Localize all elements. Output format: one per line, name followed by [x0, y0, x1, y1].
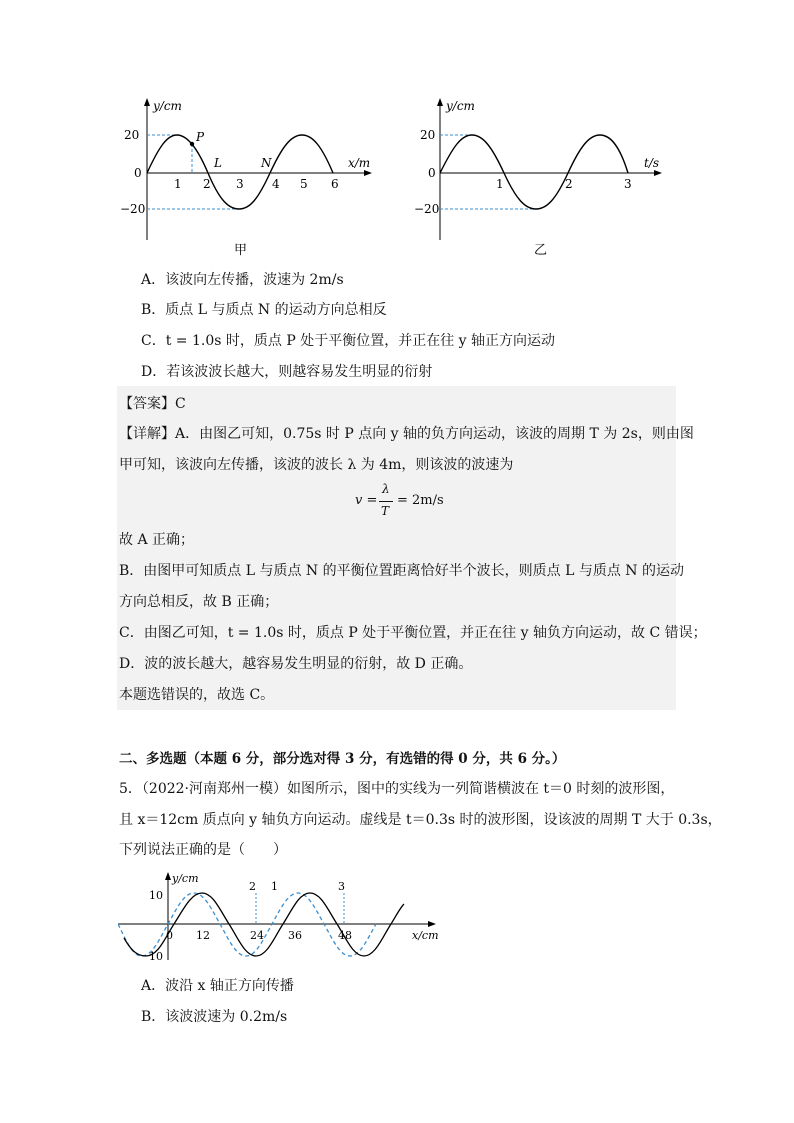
q5-peak-2: 2 — [249, 880, 256, 893]
yi-x-arrow — [654, 170, 662, 176]
detail-line-1: 【详解】A．由图乙可知，0.75s 时 P 点向 y 轴的负方向运动，该波的周期 T 为 2s，则由图 — [119, 426, 694, 442]
detail-line-2: 甲可知，该波向左传播，该波的波长 λ 为 4m，则该波的波速为 — [119, 457, 514, 473]
q5-option-b: B．该波波速为 0.2m/s — [141, 1009, 288, 1025]
q5-y-tick-top: 10 — [149, 889, 163, 902]
jia-point-p-dot — [190, 142, 194, 146]
q5-x-tick-36: 36 — [288, 929, 302, 942]
q5-y-label: y/cm — [172, 872, 199, 885]
q5-y-tick-bottom: 10 — [149, 950, 163, 963]
formula-lhs: v = — [355, 493, 378, 508]
formula-denominator: T — [381, 504, 390, 518]
yi-x-label: t/s — [644, 156, 660, 170]
jia-wave-curve — [147, 135, 333, 209]
jia-x-tick-6: 6 — [331, 177, 339, 191]
q5-x-tick-12: 12 — [196, 929, 210, 942]
jia-y-tick-0: 0 — [134, 166, 142, 180]
figure-yi — [412, 92, 672, 262]
q5-x-arrow — [428, 921, 436, 927]
q4-option-d: D．若该波波长越大，则越容易发生明显的衍射 — [141, 364, 433, 380]
jia-x-tick-5: 5 — [300, 177, 308, 191]
jia-y-label: y/cm — [153, 99, 182, 113]
q5-x-tick-48: 48 — [338, 929, 352, 942]
q5-peak-3: 3 — [338, 880, 345, 893]
b-line-2: 方向总相反，故 B 正确； — [119, 594, 279, 610]
q5-line-3: 下列说法正确的是（ ） — [119, 842, 287, 858]
q5-line-1: 5．（2022·河南郑州一模）如图所示，图中的实线为一列简谐横波在 t＝0 时刻的波形图， — [119, 781, 675, 797]
d-line: D．波的波长越大，越容易发生明显的衍射，故 D 正确。 — [119, 656, 473, 672]
yi-x-tick-2: 2 — [565, 177, 573, 191]
yi-caption: 乙 — [534, 243, 548, 258]
yi-x-tick-1: 1 — [496, 177, 504, 191]
yi-wave-curve — [440, 135, 628, 209]
q5-option-a: A．波沿 x 轴正方向传播 — [141, 978, 294, 994]
jia-y-tick-neg20: −20 — [120, 202, 146, 216]
yi-y-arrow — [437, 98, 443, 106]
section2-heading: 二、多选题（本题 6 分，部分选对得 3 分，有选错的得 0 分，共 6 分。） — [119, 751, 566, 767]
jia-caption: 甲 — [234, 243, 248, 258]
b-line-1: B．由图甲可知质点 L 与质点 N 的平衡位置距离恰好半个波长，则质点 L 与质点 N 的运动 — [119, 563, 684, 579]
q5-x-label: x/cm — [412, 929, 439, 942]
jia-x-tick-3: 3 — [236, 177, 244, 191]
jia-x-tick-1: 1 — [174, 177, 182, 191]
q5-x-tick-0: 0 — [166, 929, 173, 942]
q4-option-c: C．t = 1.0s 时，质点 P 处于平衡位置，并正在往 y 轴正方向运动 — [141, 333, 555, 349]
q4-option-b: B．质点 L 与质点 N 的运动方向总相反 — [141, 302, 387, 318]
jia-point-l-label: L — [214, 156, 222, 170]
q5-peak-1: 1 — [271, 880, 278, 893]
figure-q5 — [118, 868, 444, 964]
yi-y-label: y/cm — [446, 99, 475, 113]
formula-numerator: λ — [382, 482, 390, 496]
jia-y-tick-20: 20 — [124, 128, 140, 142]
yi-y-tick-0: 0 — [428, 166, 436, 180]
jia-y-arrow — [144, 98, 150, 106]
c-line: C．由图乙可知，t = 1.0s 时，质点 P 处于平衡位置，并正在往 y 轴负方向运动，故 C 错误； — [119, 625, 707, 641]
q5-x-tick-24: 24 — [250, 929, 264, 942]
yi-y-tick-20: 20 — [420, 128, 436, 142]
formula-rhs: = 2m/s — [397, 493, 444, 508]
yi-x-tick-3: 3 — [624, 177, 632, 191]
jia-point-p-label: P — [196, 130, 205, 144]
a-correct-line: 故 A 正确； — [119, 532, 195, 548]
yi-y-tick-neg20: −20 — [414, 202, 440, 216]
q5-line-2: 且 x＝12cm 质点向 y 轴负方向运动。虚线是 t＝0.3s 时的波形图，设该波的周期 T 大于 0.3s， — [119, 812, 722, 828]
figure-jia — [120, 92, 380, 262]
conclusion-line: 本题选错误的，故选 C。 — [119, 687, 275, 703]
q5-y-arrow — [165, 872, 171, 880]
jia-x-tick-2: 2 — [203, 177, 211, 191]
jia-x-label: x/m — [348, 156, 371, 170]
velocity-formula — [355, 481, 465, 521]
answer-line: 【答案】C — [119, 396, 186, 412]
jia-point-n-label: N — [261, 156, 272, 170]
jia-x-tick-4: 4 — [272, 177, 280, 191]
q4-option-a: A．该波向左传播，波速为 2m/s — [141, 272, 344, 288]
jia-x-arrow — [364, 170, 372, 176]
